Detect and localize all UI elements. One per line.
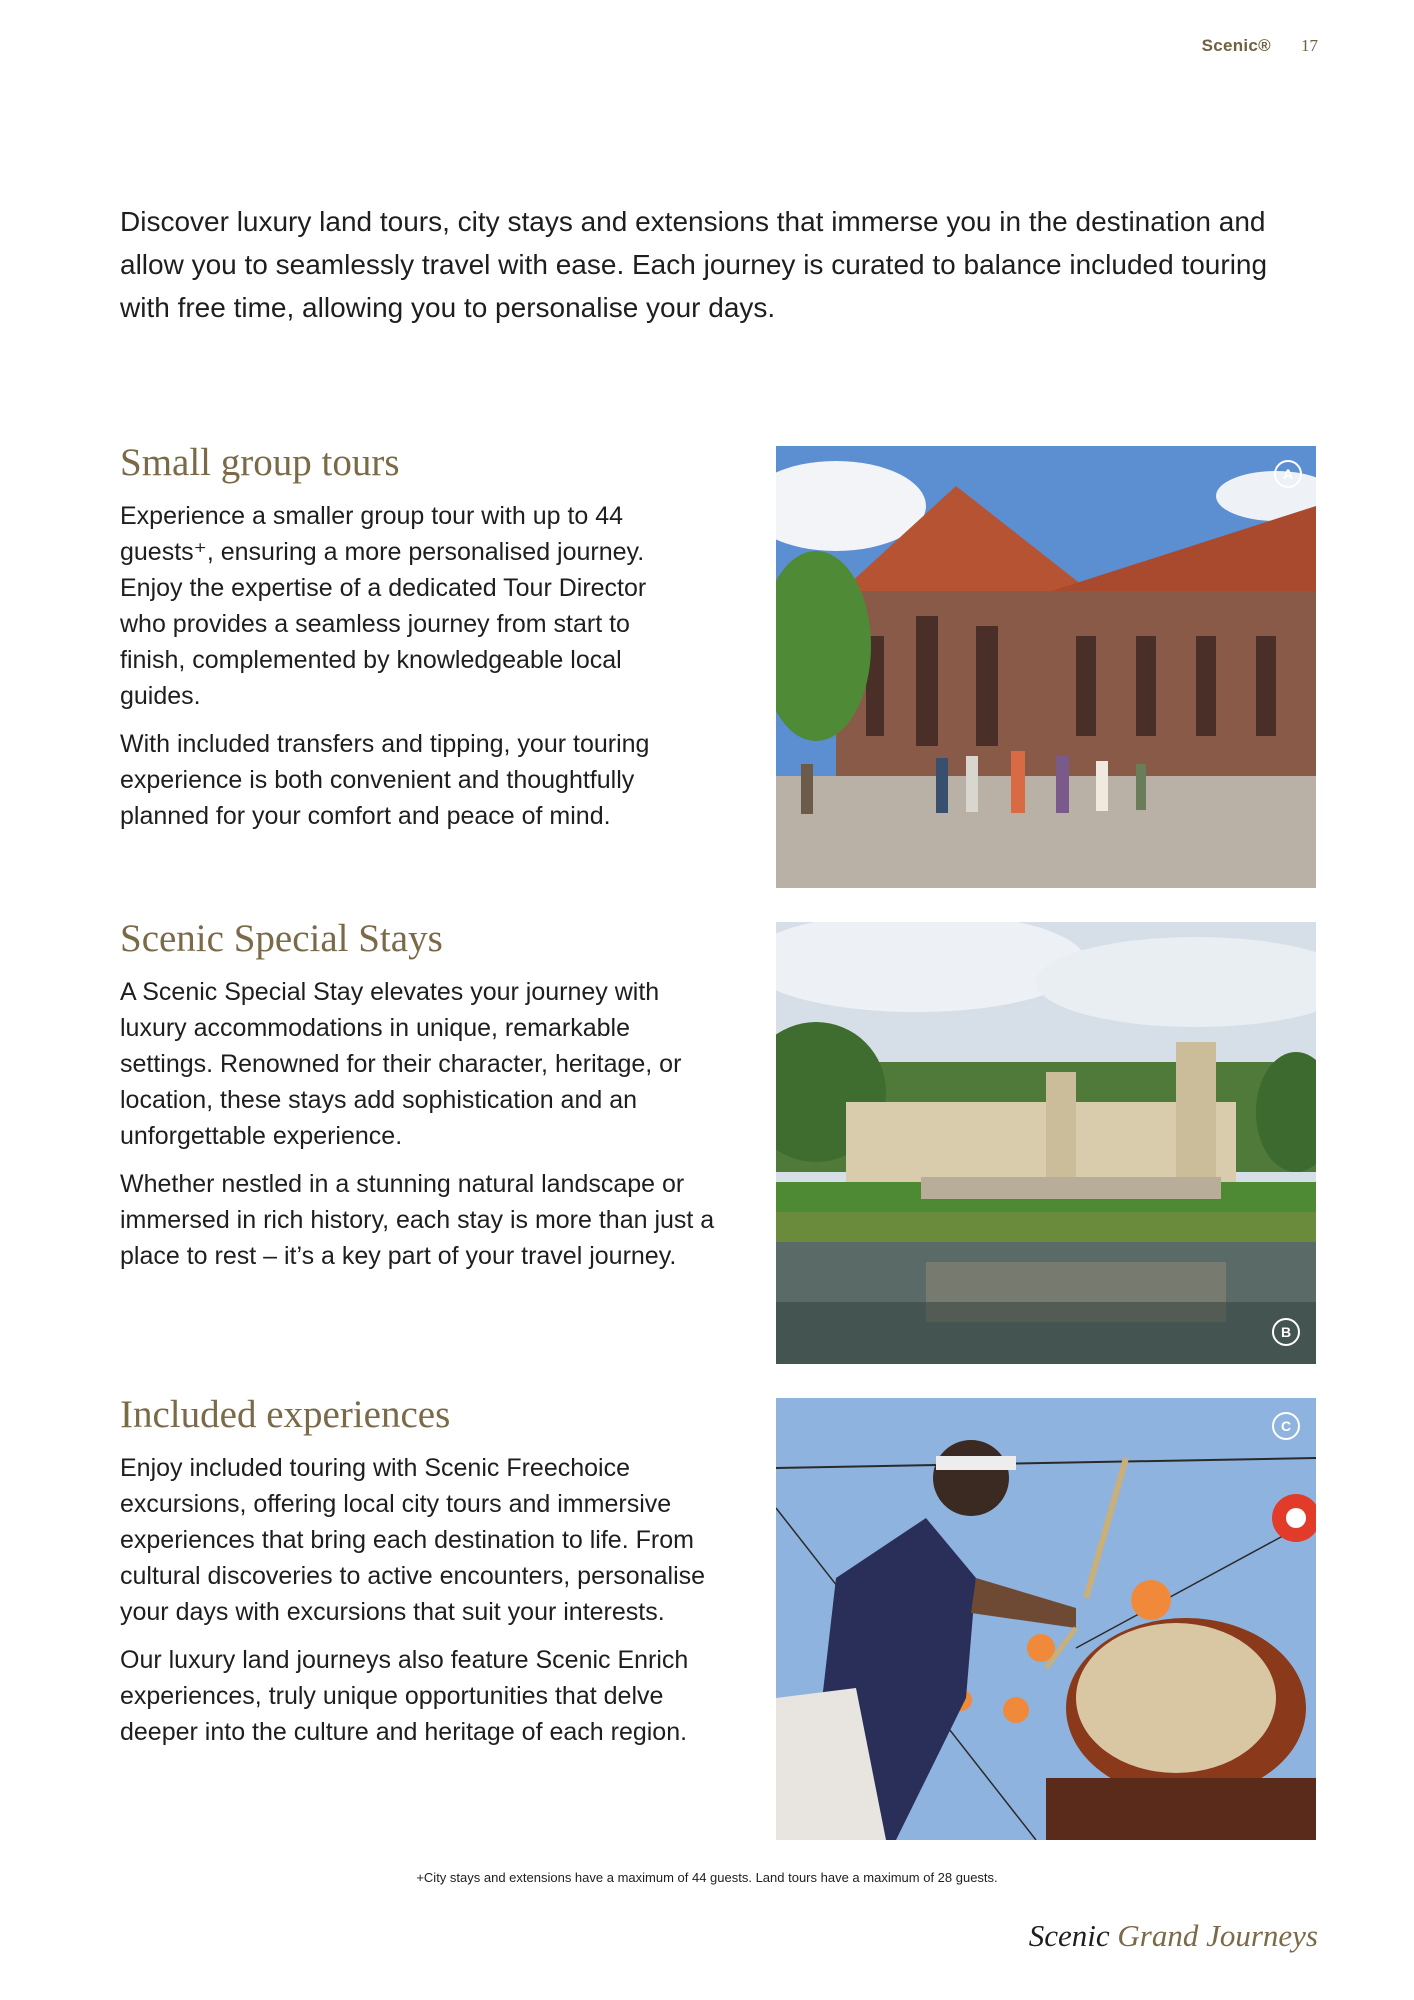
photo-taiko-drummer <box>776 1398 1316 1840</box>
section-paragraph: Enjoy included touring with Scenic Freechoice excursions, offering local city tours and immersive experiences that bring each destination to life. From cultural discoveries to active encounters, personalise your days with excursions that suit your interests. <box>120 1454 706 1626</box>
section-included-experiences <box>120 1390 720 1762</box>
section-title: Small group tours <box>120 441 400 484</box>
photo-badge: B <box>1272 1318 1300 1346</box>
cathedral-illustration <box>776 446 1316 888</box>
section-title: Included experiences <box>120 1393 451 1436</box>
photo-badge: C <box>1272 1412 1300 1440</box>
intro-paragraph: Discover luxury land tours, city stays and extensions that immerse you in the destination and allow you to seamlessly travel with ease. Each journey is curated to balance included touring with free time, allowing you to personalise your days. <box>120 206 1268 323</box>
page-header <box>1202 36 1318 56</box>
section-paragraph: Experience a smaller group tour with up to 44 guests⁺, ensuring a more personalised journey. Enjoy the expertise of a dedicated Tour Director who provides a seamless journey from start to finish, complemented by knowledgeable local guides. <box>120 502 647 710</box>
section-title: Scenic Special Stays <box>120 917 443 960</box>
section-paragraph: A Scenic Special Stay elevates your journey with luxury accommodations in unique, remarkable settings. Renowned for their character, heritage, or location, these stays add sophistication and an unforgettable experience. <box>120 978 682 1150</box>
photo-castle-lake <box>776 922 1316 1364</box>
castle-illustration <box>776 922 1316 1364</box>
footer-brand-part1: Scenic <box>1028 1918 1110 1953</box>
section-scenic-special-stays <box>120 914 720 1286</box>
footer-brand-part2: Grand Journeys <box>1117 1918 1318 1953</box>
header-brand: Scenic® <box>1201 36 1271 55</box>
section-small-group-tours <box>120 438 720 846</box>
photo-badge: A <box>1274 460 1302 488</box>
section-paragraph: Whether nestled in a stunning natural landscape or immersed in rich history, each stay is more than just a place to rest – it’s a key part of your travel journey. <box>120 1170 715 1270</box>
page-number: 17 <box>1301 36 1318 55</box>
footer-brand <box>1029 1918 1318 1954</box>
photo-cathedral-tour-group <box>776 446 1316 888</box>
footnote: +City stays and extensions have a maximum of 44 guests. Land tours have a maximum of 28 guests. <box>416 1870 998 1885</box>
section-paragraph: With included transfers and tipping, your touring experience is both convenient and thoughtfully planned for your comfort and peace of mind. <box>120 730 650 830</box>
drummer-illustration <box>776 1398 1316 1840</box>
section-paragraph: Our luxury land journeys also feature Scenic Enrich experiences, truly unique opportunities that delve deeper into the culture and heritage of each region. <box>120 1646 689 1746</box>
